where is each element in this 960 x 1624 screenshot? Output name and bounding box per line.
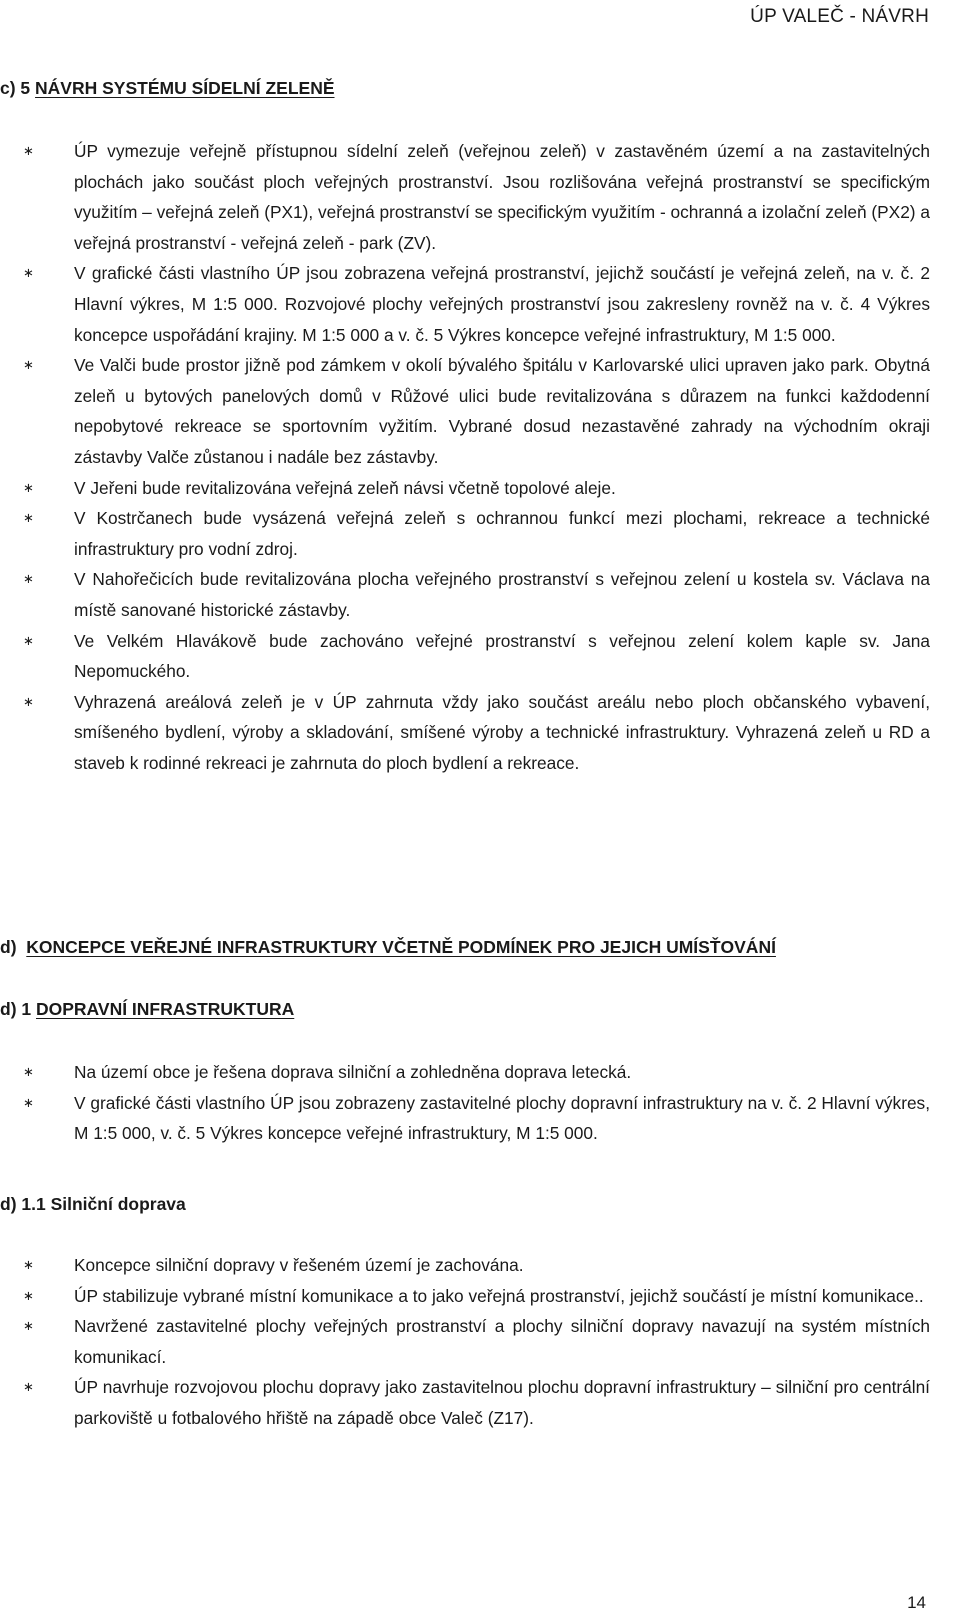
list-item xyxy=(0,1311,960,1372)
list-item xyxy=(0,1281,960,1312)
list-item-text: V grafické části vlastního ÚP jsou zobrazeny zastavitelné plochy dopravní infrastruktury na v. č. 2 Hlavní výkres, M 1:5 000, v. č. 5 Výkres koncepce veřejné infrastruktury, M 1:5 000. xyxy=(74,1092,930,1144)
section-title: Silniční doprava xyxy=(50,1194,186,1214)
bullet-list-c5 xyxy=(0,136,960,778)
list-item-text: Ve Valči bude prostor jižně pod zámkem v okolí bývalého špitálu v Karlovarské ulici upraven jako park. Obytná zeleň u bytových panelových domů v Růžové ulici bude revitalizována s důrazem na funkci každodenní nepobytové rekreace se sportovním vyžitím. Vybrané dosud nezastavěné zahrady na východním okraji zástavby Valče zůstanou i nadále bez zástavby. xyxy=(74,355,930,467)
list-item-text: V Kostrčanech bude vysázená veřejná zeleň s ochrannou funkcí mezi plochami, rekreace a technické infrastruktury pro vodní zdroj. xyxy=(74,508,930,559)
section-number: c) 5 xyxy=(0,78,31,98)
bullet-marker: ∗ xyxy=(23,1318,34,1334)
list-item-text: Koncepce silniční dopravy v řešeném území je zachována. xyxy=(74,1255,524,1275)
bullet-list-d11 xyxy=(0,1250,960,1434)
section-heading-c5 xyxy=(0,78,335,99)
section-number: d) xyxy=(0,937,17,957)
bullet-marker: ∗ xyxy=(23,1094,34,1110)
list-item xyxy=(0,626,960,687)
list-item-text: V grafické části vlastního ÚP jsou zobrazena veřejná prostranství, jejichž součástí je veřejná zeleň, na v. č. 2 Hlavní výkres, M 1:5 000. Rozvojové plochy veřejných prostranství jsou zakresleny rovněž na v. č. 4 Výkres koncepce uspořádání krajiny. M 1:5 000 a v. č. 5 Výkres koncepce veřejné infrastruktury, M 1:5 000. xyxy=(74,263,930,345)
page-number: 14 xyxy=(907,1593,926,1612)
list-item xyxy=(0,136,960,258)
list-item xyxy=(0,687,960,779)
bullet-marker: ∗ xyxy=(23,1257,34,1272)
bullet-marker: ∗ xyxy=(23,265,34,281)
section-heading-d xyxy=(0,937,776,958)
list-item-text: Vyhrazená areálová zeleň je v ÚP zahrnuta vždy jako součást areálu nebo ploch občanského vybavení, smíšeného bydlení, výroby a skladování, smíšené výroby a technické infrastruktury. Vyhrazená zeleň u RD a staveb k rodinné rekreaci je zahrnuta do ploch bydlení a rekreace. xyxy=(74,691,930,773)
bullet-marker: ∗ xyxy=(23,357,34,373)
list-item xyxy=(0,1372,960,1433)
bullet-marker: ∗ xyxy=(23,510,34,526)
section-heading-d11 xyxy=(0,1194,186,1215)
section-number: d) 1 xyxy=(0,999,32,1019)
bullet-marker: ∗ xyxy=(23,143,34,158)
list-item-text: Ve Velkém Hlavákově bude zachováno veřejné prostranství s veřejnou zelení kolem kaple sv. Jana Nepomuckého. xyxy=(74,630,930,682)
list-item xyxy=(0,564,960,625)
list-item-text: Navržené zastavitelné plochy veřejných prostranství a plochy silniční dopravy navazují na systém místních komunikací. xyxy=(74,1316,930,1367)
bullet-marker: ∗ xyxy=(23,479,34,495)
list-item-text: ÚP navrhuje rozvojovou plochu dopravy jako zastavitelnou plochu dopravní infrastruktury – silniční pro centrální parkoviště u fotbalového hřiště na západě obce Valeč (Z17). xyxy=(74,1377,930,1428)
list-item xyxy=(0,503,960,564)
document-header: ÚP VALEČ - NÁVRH xyxy=(750,6,929,27)
section-title: KONCEPCE VEŘEJNÉ INFRASTRUKTURY VČETNĚ PODMÍNEK PRO JEJICH UMÍSŤOVÁNÍ xyxy=(26,937,776,957)
list-item xyxy=(0,1088,960,1149)
bullet-list-d1 xyxy=(0,1057,960,1149)
list-item xyxy=(0,1250,960,1281)
bullet-marker: ∗ xyxy=(23,1287,34,1303)
bullet-marker: ∗ xyxy=(23,571,34,587)
section-title: NÁVRH SYSTÉMU SÍDELNÍ ZELENĚ xyxy=(35,78,335,98)
list-item xyxy=(0,258,960,350)
list-item-text: V Jeřeni bude revitalizována veřejná zeleň návsi včetně topolové aleje. xyxy=(74,477,616,498)
list-item xyxy=(0,1057,960,1088)
bullet-marker: ∗ xyxy=(23,1064,34,1079)
bullet-marker: ∗ xyxy=(23,1379,34,1395)
list-item xyxy=(0,350,960,472)
list-item-text: ÚP stabilizuje vybrané místní komunikace a to jako veřejná prostranství, jejichž součástí je místní komunikace.. xyxy=(74,1285,924,1306)
section-heading-d1 xyxy=(0,999,294,1020)
list-item-text: ÚP vymezuje veřejně přístupnou sídelní zeleň (veřejnou zeleň) v zastavěném území a na zastavitelných plochách jako součást ploch veřejných prostranství. Jsou rozlišována veřejná prostranství se specifickým využitím – veřejná zeleň (PX1), veřejná prostranství se specifickým využitím - ochranná a izolační zeleň (PX2) a veřejná prostranství - veřejná zeleň - park (ZV). xyxy=(74,141,930,253)
bullet-marker: ∗ xyxy=(23,693,34,709)
section-number: d) 1.1 xyxy=(0,1194,46,1214)
list-item xyxy=(0,473,960,504)
bullet-marker: ∗ xyxy=(23,632,34,648)
list-item-text: V Nahořečicích bude revitalizována plocha veřejného prostranství s veřejnou zelení u kostela sv. Václava na místě sanované historické zástavby. xyxy=(74,569,930,620)
list-item-text: Na území obce je řešena doprava silniční a zohledněna doprava letecká. xyxy=(74,1062,632,1082)
section-title: DOPRAVNÍ INFRASTRUKTURA xyxy=(36,999,295,1019)
